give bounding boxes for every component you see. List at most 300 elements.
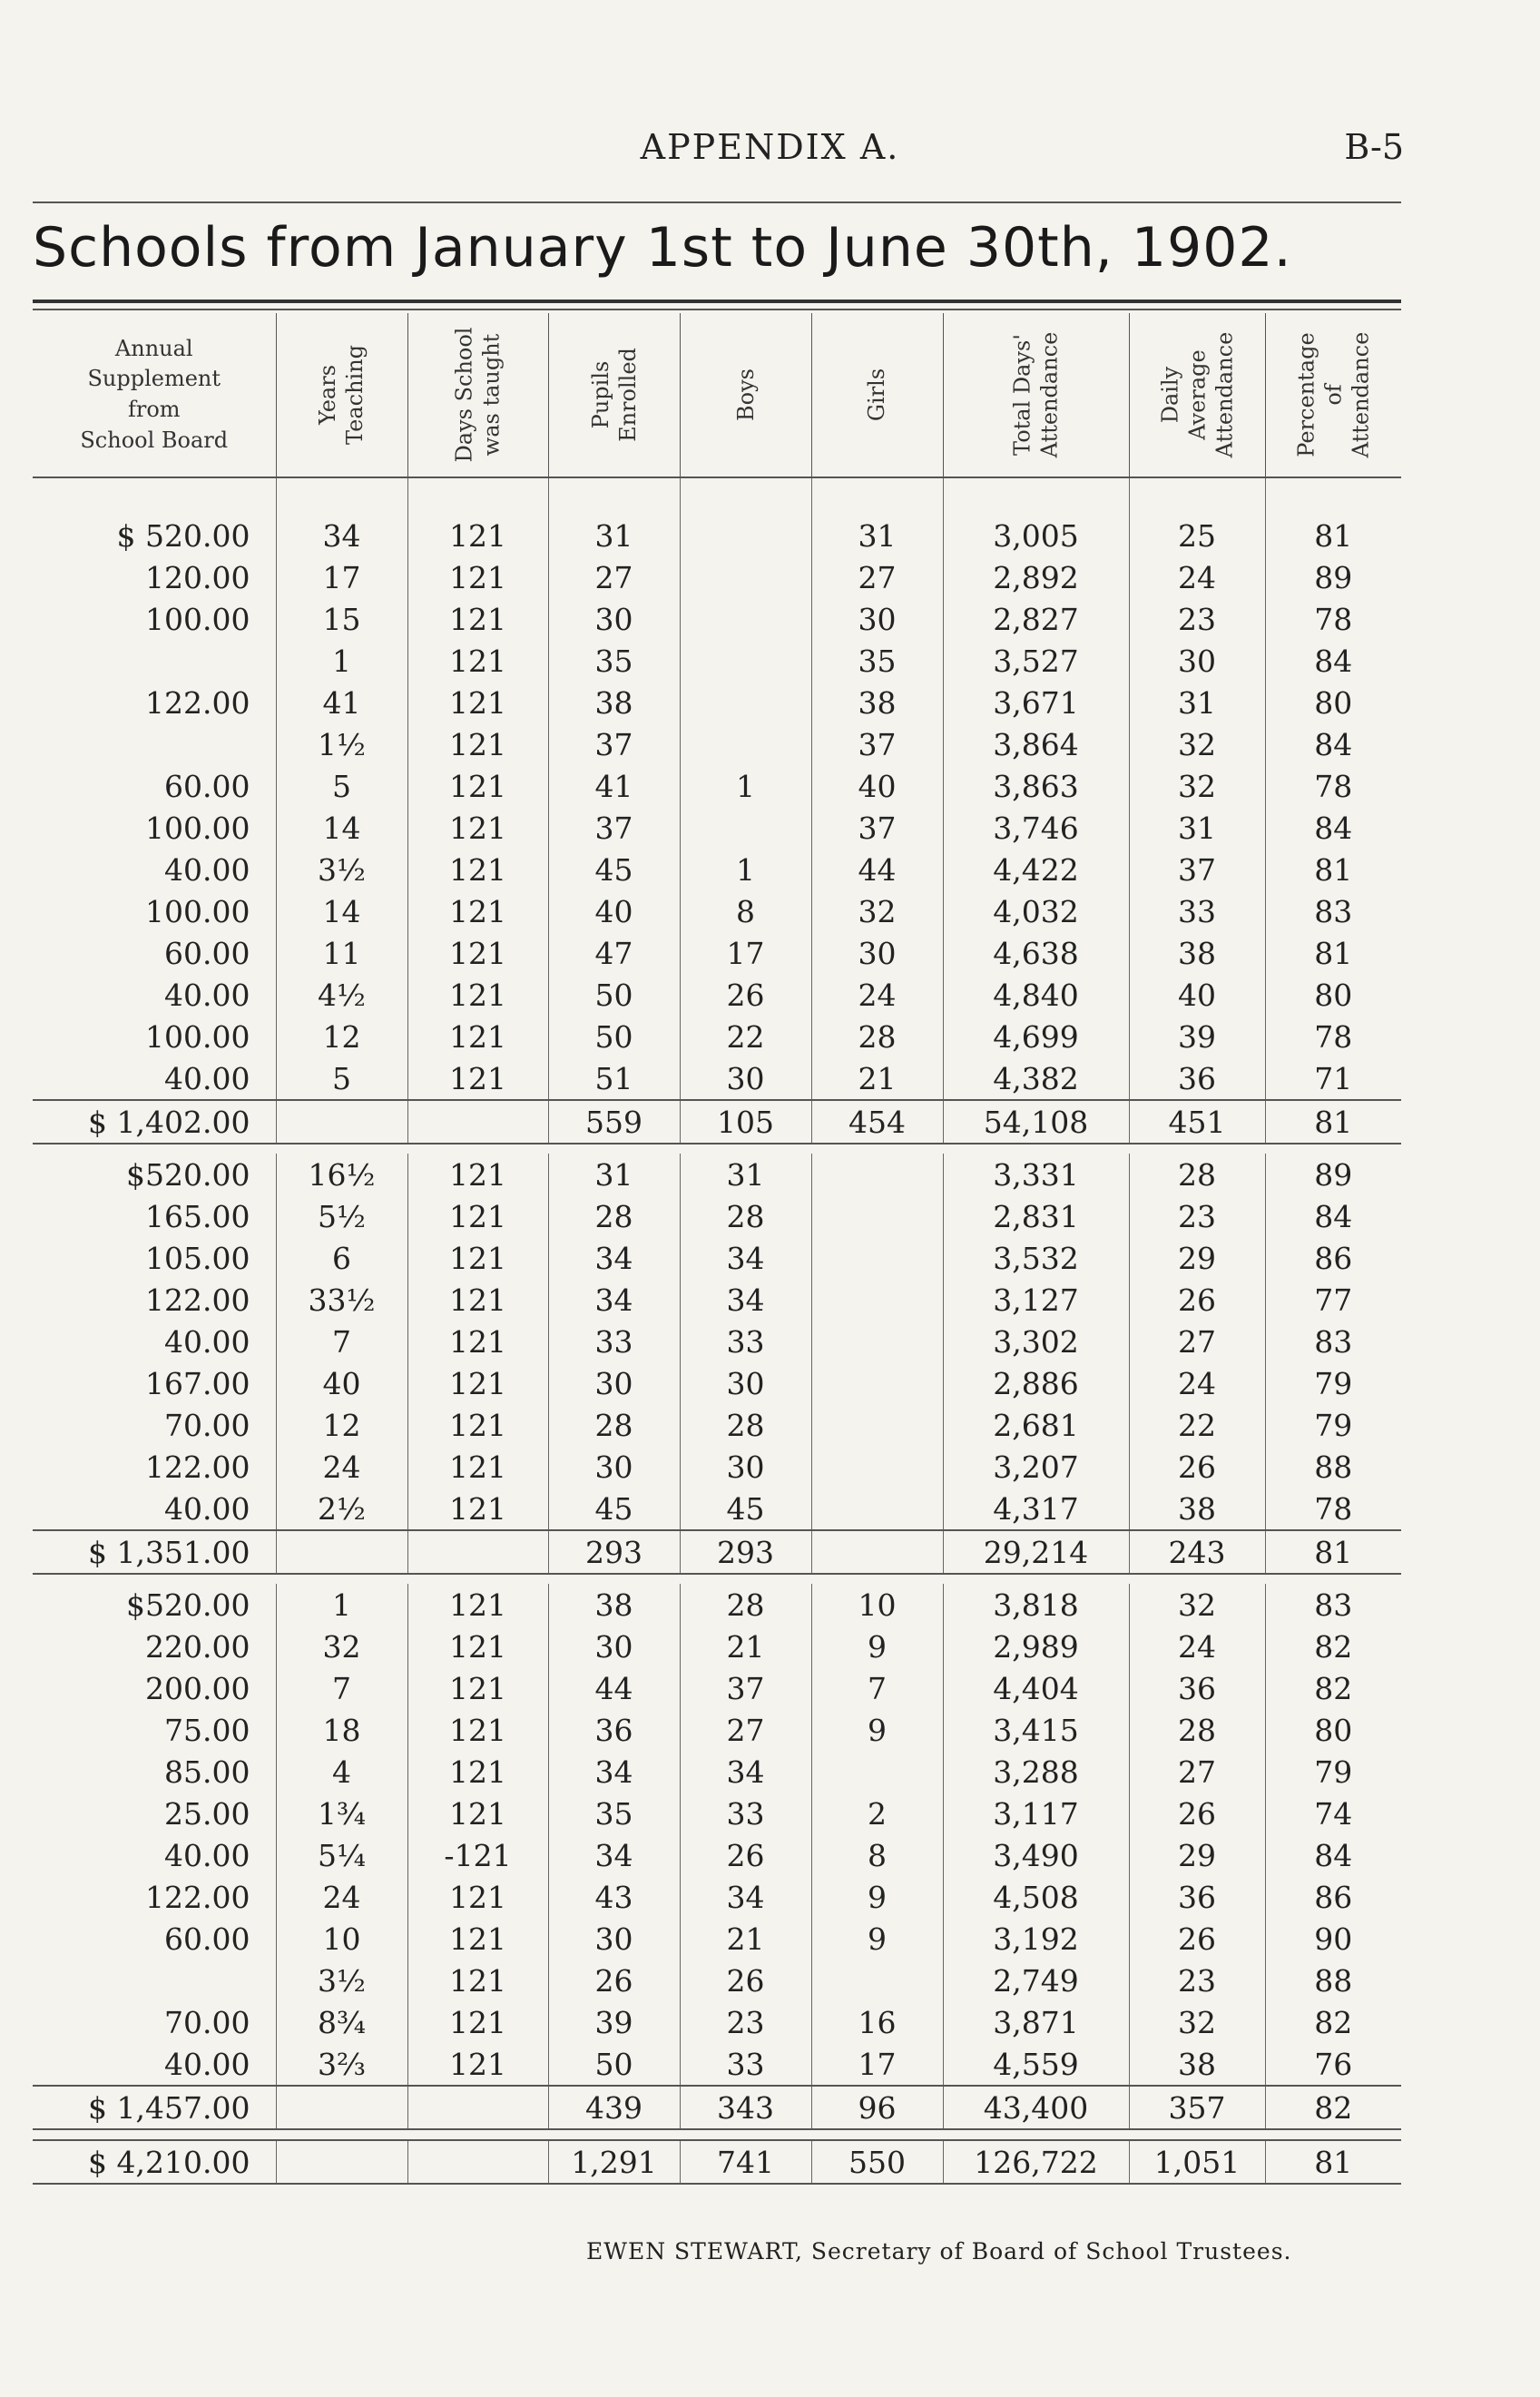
table-cell: 31 [1129, 682, 1265, 723]
table-cell: 121 [407, 1667, 548, 1709]
spacer-cell [33, 2129, 276, 2140]
spacer-cell [1129, 477, 1265, 515]
spacer-cell [407, 1144, 548, 1154]
table-cell: 27 [680, 1709, 811, 1751]
column-header-line: from [127, 397, 181, 422]
table-cell: 78 [1265, 765, 1401, 807]
table-cell: 121 [407, 1446, 548, 1488]
table-cell: $ 520.00 [116, 517, 250, 554]
table-cell: 1,291 [548, 2140, 680, 2184]
spacer-cell [1265, 477, 1401, 515]
table-cell: 80 [1265, 974, 1401, 1016]
table-row [33, 890, 1401, 932]
table-cell: 5 [276, 1057, 407, 1100]
table-cell: 24 [276, 1876, 407, 1918]
table-cell: 121 [407, 1016, 548, 1057]
column-header [548, 313, 680, 477]
table-cell: 31 [811, 515, 943, 556]
table-row [33, 765, 1401, 807]
table-row [33, 807, 1401, 849]
table-cell: 121 [407, 1626, 548, 1667]
table-cell: 34 [548, 1834, 680, 1876]
table-cell: 167.00 [145, 1365, 250, 1401]
table-cell: 86 [1265, 1876, 1401, 1918]
spacer-cell [1129, 2129, 1265, 2140]
table-cell: 29 [1129, 1834, 1265, 1876]
table-cell [680, 640, 811, 682]
table-cell: 43 [548, 1876, 680, 1918]
table-cell: 1,051 [1129, 2140, 1265, 2184]
table-cell: 30 [548, 1918, 680, 1960]
table-cell: 30 [548, 1362, 680, 1404]
table-cell: 121 [407, 1057, 548, 1100]
table-cell: 35 [548, 1793, 680, 1834]
table-cell: 26 [680, 1834, 811, 1876]
table-row [33, 1793, 1401, 1834]
spacer-cell [407, 2129, 548, 2140]
table-cell: 44 [548, 1667, 680, 1709]
table-row [33, 1960, 1401, 2001]
table-cell: 1 [680, 849, 811, 890]
table-cell: 82 [1265, 2001, 1401, 2043]
table-cell: 10 [811, 1584, 943, 1626]
table-cell: 21 [680, 1626, 811, 1667]
table-cell: 3,207 [943, 1446, 1129, 1488]
table-cell: 35 [811, 640, 943, 682]
spacer-cell [811, 477, 943, 515]
table-cell: 28 [1129, 1154, 1265, 1195]
table-cell: 17 [276, 556, 407, 598]
table-cell [276, 1530, 407, 1574]
table-cell: 4,382 [943, 1057, 1129, 1100]
table-row [33, 1488, 1401, 1530]
spacer-cell [548, 2129, 680, 2140]
table-cell: 71 [1265, 1057, 1401, 1100]
spacer-cell [1265, 2129, 1401, 2140]
table-cell: 9 [811, 1876, 943, 1918]
table-cell: $520.00 [126, 1156, 250, 1193]
table-cell: 3,490 [943, 1834, 1129, 1876]
table-cell: 550 [811, 2140, 943, 2184]
table-cell: $ 1,402.00 [33, 1100, 276, 1144]
table-cell: 3⅔ [276, 2043, 407, 2086]
table-cell: 88 [1265, 1960, 1401, 2001]
table-cell: 32 [1129, 2001, 1265, 2043]
table-cell: 26 [1129, 1279, 1265, 1321]
table-cell: 17 [811, 2043, 943, 2086]
table-cell: 100.00 [145, 893, 250, 929]
table-cell: 27 [1129, 1321, 1265, 1362]
column-header [33, 313, 276, 477]
table-cell: 88 [1265, 1446, 1401, 1488]
column-header-line: Attendance [1348, 331, 1374, 458]
table-cell: 121 [407, 723, 548, 765]
table-cell: $ 4,210.00 [33, 2140, 276, 2184]
table-row [33, 1057, 1401, 1100]
spacer-cell [548, 477, 680, 515]
table-cell: 81 [1265, 1100, 1401, 1144]
column-header [1265, 313, 1401, 477]
table-cell: 79 [1265, 1751, 1401, 1793]
table-cell: 3,192 [943, 1918, 1129, 1960]
table-cell: 30 [1129, 640, 1265, 682]
table-cell: 28 [680, 1404, 811, 1446]
table-cell: 26 [1129, 1793, 1265, 1834]
table-cell: 3,117 [943, 1793, 1129, 1834]
table-cell: 28 [680, 1195, 811, 1237]
spacer-row [33, 2129, 1401, 2140]
column-header-line: School Board [80, 427, 229, 453]
table-cell: 34 [548, 1279, 680, 1321]
table-cell: 17 [680, 932, 811, 974]
table-cell: 30 [548, 598, 680, 640]
table-cell: 38 [1129, 1488, 1265, 1530]
table-cell: 40 [811, 765, 943, 807]
table-cell: 122.00 [145, 1282, 250, 1318]
table-cell [276, 2140, 407, 2184]
column-header-line: Percentage [1293, 332, 1319, 457]
table-cell [811, 1960, 943, 2001]
table-cell: 35 [548, 640, 680, 682]
table-cell: 54,108 [943, 1100, 1129, 1144]
table-cell: 40 [276, 1362, 407, 1404]
table-cell: 3,532 [943, 1237, 1129, 1279]
table-cell: 50 [548, 1016, 680, 1057]
table-cell: $520.00 [126, 1587, 250, 1623]
table-cell: 45 [548, 849, 680, 890]
table-cell: 60.00 [164, 935, 250, 971]
table-cell: 121 [407, 640, 548, 682]
table-cell: 3,127 [943, 1279, 1129, 1321]
table-cell: 79 [1265, 1362, 1401, 1404]
table-cell: 122.00 [145, 684, 250, 721]
column-header-line: Annual [114, 335, 193, 361]
table-cell: 25 [1129, 515, 1265, 556]
appendix-heading: APPENDIX A. [640, 127, 900, 167]
table-cell: 36 [1129, 1057, 1265, 1100]
spacer-cell [407, 477, 548, 515]
table-cell: 40.00 [164, 2046, 250, 2082]
table-cell: 30 [680, 1057, 811, 1100]
table-cell: 44 [811, 849, 943, 890]
table-row [33, 1195, 1401, 1237]
table-cell [33, 723, 276, 765]
table-cell: 81 [1265, 849, 1401, 890]
table-cell: 24 [1129, 1362, 1265, 1404]
table-cell: 41 [548, 765, 680, 807]
table-cell: 60.00 [164, 768, 250, 804]
table-cell: 40 [548, 890, 680, 932]
table-row [33, 1584, 1401, 1626]
table-cell: 220.00 [145, 1628, 250, 1665]
table-cell: 121 [407, 1751, 548, 1793]
table-cell: 31 [548, 515, 680, 556]
table-row [33, 1667, 1401, 1709]
table-cell: 5½ [276, 1195, 407, 1237]
table-cell: 43,400 [943, 2086, 1129, 2129]
table-cell: 82 [1265, 1667, 1401, 1709]
table-cell: 12 [276, 1016, 407, 1057]
table-cell: 121 [407, 1237, 548, 1279]
table-cell: 121 [407, 974, 548, 1016]
table-row [33, 1751, 1401, 1793]
table-cell: 121 [407, 598, 548, 640]
subtotal-row [33, 1100, 1401, 1144]
table-cell: 4,422 [943, 849, 1129, 890]
table-cell: 439 [548, 2086, 680, 2129]
table-cell: 28 [548, 1195, 680, 1237]
table-cell: 3,415 [943, 1709, 1129, 1751]
table-cell: 85.00 [164, 1754, 250, 1790]
table-cell: 2,681 [943, 1404, 1129, 1446]
table-cell [811, 1446, 943, 1488]
table-cell: 121 [407, 2001, 548, 2043]
table-cell: 7 [276, 1321, 407, 1362]
table-cell: 3,527 [943, 640, 1129, 682]
table-row [33, 723, 1401, 765]
table-cell: 40.00 [164, 977, 250, 1013]
table-cell: 121 [407, 1362, 548, 1404]
table-cell: 81 [1265, 2140, 1401, 2184]
table-cell: 38 [1129, 2043, 1265, 2086]
spacer-cell [680, 1574, 811, 1584]
table-cell: 82 [1265, 1626, 1401, 1667]
table-cell: 741 [680, 2140, 811, 2184]
table-row [33, 932, 1401, 974]
table-cell: 41 [276, 682, 407, 723]
spacer-cell [811, 1574, 943, 1584]
table-cell: 2,886 [943, 1362, 1129, 1404]
table-cell: 559 [548, 1100, 680, 1144]
table-cell: 343 [680, 2086, 811, 2129]
table-cell: 86 [1265, 1237, 1401, 1279]
table-cell: 30 [548, 1626, 680, 1667]
table-cell: 39 [1129, 1016, 1265, 1057]
table-cell [811, 1404, 943, 1446]
table-cell: 4 [276, 1751, 407, 1793]
rule-top [33, 201, 1401, 203]
table-cell: 82 [1265, 2086, 1401, 2129]
table-cell: 90 [1265, 1918, 1401, 1960]
table-cell: 32 [1129, 765, 1265, 807]
table-cell: 70.00 [164, 2004, 250, 2040]
table-cell: 4,404 [943, 1667, 1129, 1709]
table-cell: 31 [548, 1154, 680, 1195]
table-cell: 24 [276, 1446, 407, 1488]
table-cell: 34 [680, 1751, 811, 1793]
table-cell: 3,671 [943, 682, 1129, 723]
table-cell [680, 515, 811, 556]
table-cell: 33 [1129, 890, 1265, 932]
table-cell: 4,508 [943, 1876, 1129, 1918]
table-cell: 33 [680, 1793, 811, 1834]
table-cell: 2 [811, 1793, 943, 1834]
table-cell: 9 [811, 1626, 943, 1667]
table-cell [33, 1960, 276, 2001]
table-cell: 28 [1129, 1709, 1265, 1751]
table-cell [811, 1530, 943, 1574]
table-row [33, 515, 1401, 556]
table-cell: 2,892 [943, 556, 1129, 598]
spacer-cell [811, 1144, 943, 1154]
table-cell: 122.00 [145, 1879, 250, 1915]
spacer-cell [943, 1144, 1129, 1154]
table-cell: 121 [407, 1154, 548, 1195]
table-cell: 89 [1265, 1154, 1401, 1195]
table-row [33, 2001, 1401, 2043]
column-header-line: Total Days' [1009, 334, 1035, 456]
table-cell: 38 [811, 682, 943, 723]
table-cell: 14 [276, 807, 407, 849]
table-cell: 122.00 [145, 1449, 250, 1485]
table-cell: 38 [548, 1584, 680, 1626]
spacer-row [33, 1574, 1401, 1584]
table-row [33, 1918, 1401, 1960]
table-cell: 30 [548, 1446, 680, 1488]
spacer-cell [1265, 1574, 1401, 1584]
table-row [33, 1016, 1401, 1057]
table-row [33, 1626, 1401, 1667]
table-cell [407, 1530, 548, 1574]
table-cell: 37 [811, 807, 943, 849]
table-cell: 37 [548, 723, 680, 765]
table-row [33, 1876, 1401, 1918]
rule-double-b [33, 309, 1401, 310]
column-header-line: Days School [451, 327, 477, 463]
spacer-cell [1265, 1144, 1401, 1154]
table-cell: 83 [1265, 890, 1401, 932]
table-cell: 1 [276, 640, 407, 682]
table-row [33, 849, 1401, 890]
table-cell: 45 [680, 1488, 811, 1530]
spacer-cell [1129, 1144, 1265, 1154]
table-cell: 23 [1129, 1960, 1265, 2001]
table-cell: 30 [680, 1446, 811, 1488]
table-cell: 121 [407, 1918, 548, 1960]
table-cell [407, 2140, 548, 2184]
table-cell: 3,005 [943, 515, 1129, 556]
table-cell: 7 [811, 1667, 943, 1709]
table-cell: 18 [276, 1709, 407, 1751]
table-cell: 32 [1129, 723, 1265, 765]
table-cell: 121 [407, 1584, 548, 1626]
table-cell: 9 [811, 1918, 943, 1960]
table-cell: 34 [680, 1237, 811, 1279]
table-cell: 81 [1265, 932, 1401, 974]
table-cell: 33 [548, 1321, 680, 1362]
table-cell: 3,864 [943, 723, 1129, 765]
spacer-cell [680, 2129, 811, 2140]
table-cell: 36 [1129, 1667, 1265, 1709]
table-cell: 121 [407, 515, 548, 556]
table-cell: 23 [680, 2001, 811, 2043]
table-cell: 40 [1129, 974, 1265, 1016]
table-cell: 76 [1265, 2043, 1401, 2086]
spacer-cell [811, 2129, 943, 2140]
table-cell: 3½ [276, 849, 407, 890]
spacer-cell [276, 1574, 407, 1584]
table-cell: -121 [407, 1834, 548, 1876]
spacer-cell [680, 1144, 811, 1154]
table-row [33, 1709, 1401, 1751]
table-cell: 3½ [276, 1960, 407, 2001]
table-cell: 34 [548, 1237, 680, 1279]
table-cell: 1½ [276, 723, 407, 765]
table-cell: 29 [1129, 1237, 1265, 1279]
table-cell: 25.00 [164, 1795, 250, 1832]
column-header [943, 313, 1129, 477]
table-cell: 9 [811, 1709, 943, 1751]
table-cell: 83 [1265, 1584, 1401, 1626]
table-cell: 121 [407, 1404, 548, 1446]
table-cell: 121 [407, 1195, 548, 1237]
table-cell: 33 [680, 1321, 811, 1362]
table-cell: 40.00 [164, 851, 250, 888]
table-cell: 27 [1129, 1751, 1265, 1793]
table-cell: $ 1,351.00 [33, 1530, 276, 1574]
table-cell: 121 [407, 932, 548, 974]
table-cell: 39 [548, 2001, 680, 2043]
table-row [33, 1446, 1401, 1488]
table-cell: 4,032 [943, 890, 1129, 932]
table-row [33, 1404, 1401, 1446]
spacer-cell [33, 1574, 276, 1584]
subtotal-row [33, 1530, 1401, 1574]
column-header-line: Attendance [1036, 331, 1063, 458]
table-cell: 28 [548, 1404, 680, 1446]
table-cell: 78 [1265, 598, 1401, 640]
table-cell: 8 [680, 890, 811, 932]
table-cell: 30 [811, 598, 943, 640]
table-cell: 3,818 [943, 1584, 1129, 1626]
column-header [1129, 313, 1265, 477]
table-cell: 121 [407, 849, 548, 890]
table-cell: 51 [548, 1057, 680, 1100]
table-cell: 121 [407, 556, 548, 598]
table-cell: 1 [276, 1584, 407, 1626]
table-cell [811, 1362, 943, 1404]
table-cell [407, 1100, 548, 1144]
table-cell: 14 [276, 890, 407, 932]
table-cell: 23 [1129, 598, 1265, 640]
table-cell: 8 [811, 1834, 943, 1876]
table-cell [811, 1321, 943, 1362]
spacer-cell [680, 477, 811, 515]
table-cell: 89 [1265, 556, 1401, 598]
table-row [33, 1237, 1401, 1279]
table-cell [811, 1279, 943, 1321]
table-cell: 33 [680, 2043, 811, 2086]
table-cell: 84 [1265, 640, 1401, 682]
table-cell: 34 [680, 1279, 811, 1321]
table-cell: 165.00 [145, 1198, 250, 1234]
table-cell: 3,331 [943, 1154, 1129, 1195]
table-cell: 22 [1129, 1404, 1265, 1446]
table-cell: 38 [1129, 932, 1265, 974]
table-cell: 40.00 [164, 1490, 250, 1527]
table-cell: 7 [276, 1667, 407, 1709]
table-cell: 2,989 [943, 1626, 1129, 1667]
table-cell: 83 [1265, 1321, 1401, 1362]
column-header [680, 313, 811, 477]
table-cell: 24 [1129, 1626, 1265, 1667]
table-cell: 36 [548, 1709, 680, 1751]
spacer-cell [548, 1574, 680, 1584]
table-cell: 293 [548, 1530, 680, 1574]
table-cell: 37 [1129, 849, 1265, 890]
table-cell: 40.00 [164, 1323, 250, 1360]
table-cell: 100.00 [145, 601, 250, 637]
